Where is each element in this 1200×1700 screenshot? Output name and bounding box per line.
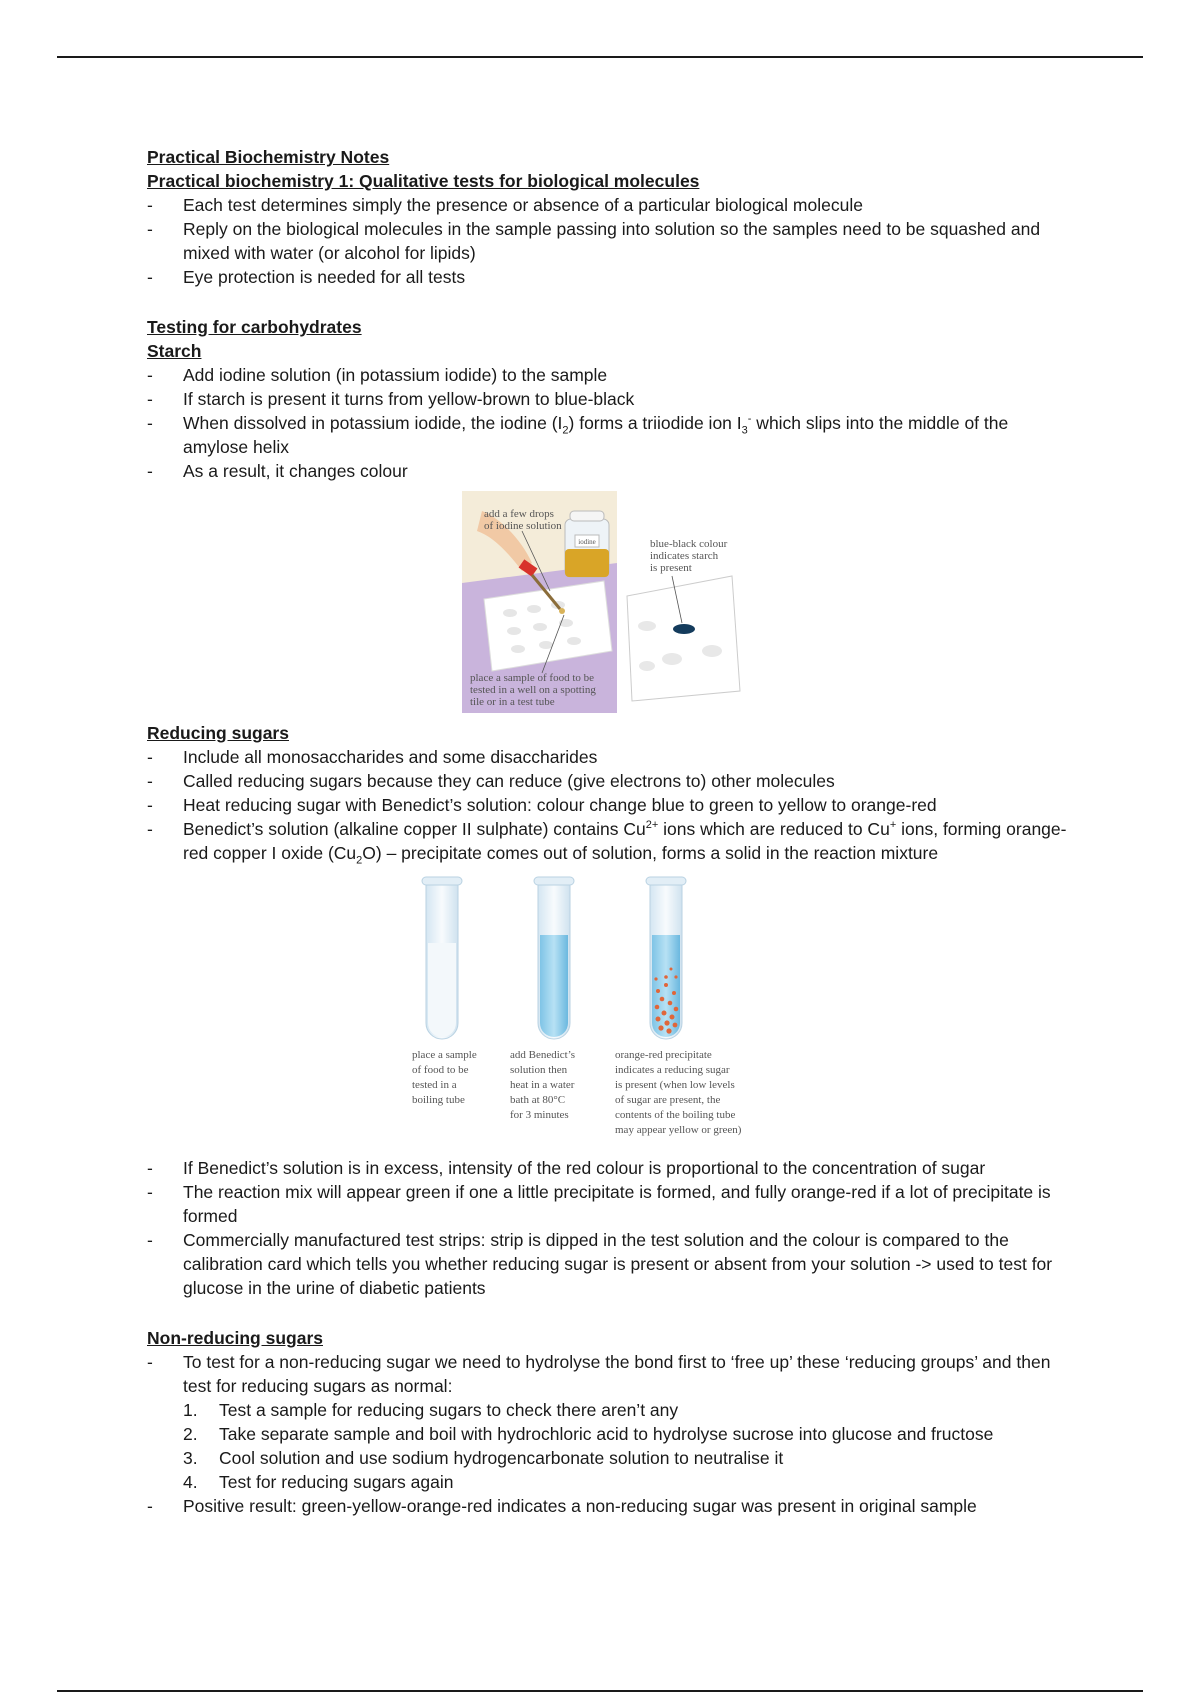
list-item: - To test for a non-reducing sugar we need to hydrolyse the bond first to ‘free up’ these ‘reducing groups’ and then test for reducing sugars as normal: 1. Test a sample for reducing sugars to check there aren’t any 2. Take separate sample and boil with hydrochloric acid to hydrolyse sucrose into glucose and fructose 3. Cool solution and use sodium hydrogencarbonate solution to neutralise it 4. Test for reducing sugars again: [147, 1350, 1067, 1494]
caption2-line: heat in a water: [510, 1079, 575, 1091]
section-title-practical-1: Practical biochemistry 1: Qualitative tests for biological molecules: [147, 171, 700, 191]
label-sample-line2: tested in a well on a spotting: [470, 684, 596, 696]
non-reducing-list: [147, 1350, 1067, 1518]
list-item: - Commercially manufactured test strips: strip is dipped in the test solution and the colour is compared to the calibration card which tells you whether reducing sugar is present or absent from your solution -> used to test for glucose in the urine of diabetic patients: [147, 1228, 1067, 1300]
step-item: 2. Take separate sample and boil with hydrochloric acid to hydrolyse sucrose into glucose and fructose: [183, 1424, 994, 1444]
intro-list: [147, 193, 1067, 289]
caption3-line: indicates a reducing sugar: [615, 1064, 730, 1076]
step-item: 3. Cool solution and use sodium hydrogencarbonate solution to neutralise it: [183, 1448, 784, 1468]
caption1-line: boiling tube: [412, 1094, 465, 1106]
reducing-list-continued: [147, 1156, 1067, 1300]
header-rule: [57, 56, 1143, 58]
list-item: - Include all monosaccharides and some disaccharides: [147, 745, 1067, 769]
list-item: - Called reducing sugars because they can reduce (give electrons to) other molecules: [147, 769, 1067, 793]
reducing-list: [147, 745, 1067, 865]
step-item: 1. Test a sample for reducing sugars to check there aren’t any: [183, 1400, 679, 1420]
subheading-starch: Starch: [147, 341, 202, 361]
starch-test-figure: [462, 491, 742, 713]
caption2-line: for 3 minutes: [510, 1109, 569, 1121]
caption3-line: is present (when low levels: [615, 1079, 735, 1091]
list-item: - Add iodine solution (in potassium iodide) to the sample: [147, 363, 1067, 387]
list-item: - Positive result: green-yellow-orange-red indicates a non-reducing sugar was present in original sample: [147, 1494, 1067, 1518]
list-item: - Benedict’s solution (alkaline copper II sulphate) contains $Cu^{2+}$ ions which are reduced to Cu+ ions, forming orange-red copper I oxide $(Cu_2O)$ – precipitate comes out of solution, forms a solid in the reaction mixture: [147, 817, 1067, 865]
boiling-tube-2: [534, 877, 574, 1039]
footer-rule: [57, 1690, 1143, 1692]
label-sample-line1: place a sample of food to be: [470, 672, 595, 684]
list-item: - As a result, it changes colour: [147, 459, 1067, 483]
label-drops-line1: add a few drops: [484, 508, 554, 520]
list-item: - When dissolved in potassium iodide, the iodine $(I_2)$ forms a triiodide ion $I_3^-$ which slips into the middle of the amylose helix: [147, 411, 1067, 459]
step-item: 4. Test for reducing sugars again: [183, 1472, 454, 1492]
list-item: - The reaction mix will appear green if one a little precipitate is formed, and fully orange-red if a lot of precipitate is formed: [147, 1180, 1067, 1228]
label-drops-line2: of iodine solution: [484, 520, 562, 532]
subheading-reducing-sugars: Reducing sugars: [147, 723, 289, 743]
label-result-line2: indicates starch: [650, 550, 719, 562]
steps-list: [147, 1398, 1067, 1494]
caption1-line: of food to be: [412, 1064, 469, 1076]
caption3-line: contents of the boiling tube: [615, 1109, 736, 1121]
caption1-line: tested in a: [412, 1079, 457, 1091]
list-item: - Eye protection is needed for all tests: [147, 265, 1067, 289]
list-item: - Reply on the biological molecules in the sample passing into solution so the samples need to be squashed and mixed with water (or alcohol for lipids): [147, 217, 1067, 265]
list-item: - If starch is present it turns from yellow-brown to blue-black: [147, 387, 1067, 411]
list-item: - Each test determines simply the presence or absence of a particular biological molecule: [147, 193, 1067, 217]
caption3-line: of sugar are present, the: [615, 1094, 721, 1106]
document-body: [147, 145, 1067, 1518]
caption3-line: may appear yellow or green): [615, 1124, 742, 1136]
benedicts-test-figure: [412, 873, 772, 1148]
caption1-line: place a sample: [412, 1049, 477, 1061]
bottle-label: iodine: [578, 538, 596, 546]
caption2-line: solution then: [510, 1064, 568, 1076]
caption3-line: orange-red precipitate: [615, 1049, 712, 1061]
list-item: - If Benedict’s solution is in excess, intensity of the red colour is proportional to the concentration of sugar: [147, 1156, 1067, 1180]
subheading-non-reducing-sugars: Non-reducing sugars: [147, 1328, 323, 1348]
starch-list: [147, 363, 1067, 483]
label-sample-line3: tile or in a test tube: [470, 696, 555, 708]
label-result-line3: is present: [650, 562, 692, 574]
list-item: - Heat reducing sugar with Benedict’s solution: colour change blue to green to yellow to orange-red: [147, 793, 1067, 817]
caption2-line: bath at 80°C: [510, 1094, 566, 1106]
document-title: Practical Biochemistry Notes: [147, 147, 390, 167]
label-result-line1: blue-black colour: [650, 538, 728, 550]
section-title-carbohydrates: Testing for carbohydrates: [147, 317, 362, 337]
boiling-tube-3: [646, 877, 686, 1039]
caption2-line: add Benedict’s: [510, 1049, 576, 1061]
boiling-tube-1: [422, 877, 462, 1039]
blue-black-spot: [673, 624, 695, 634]
